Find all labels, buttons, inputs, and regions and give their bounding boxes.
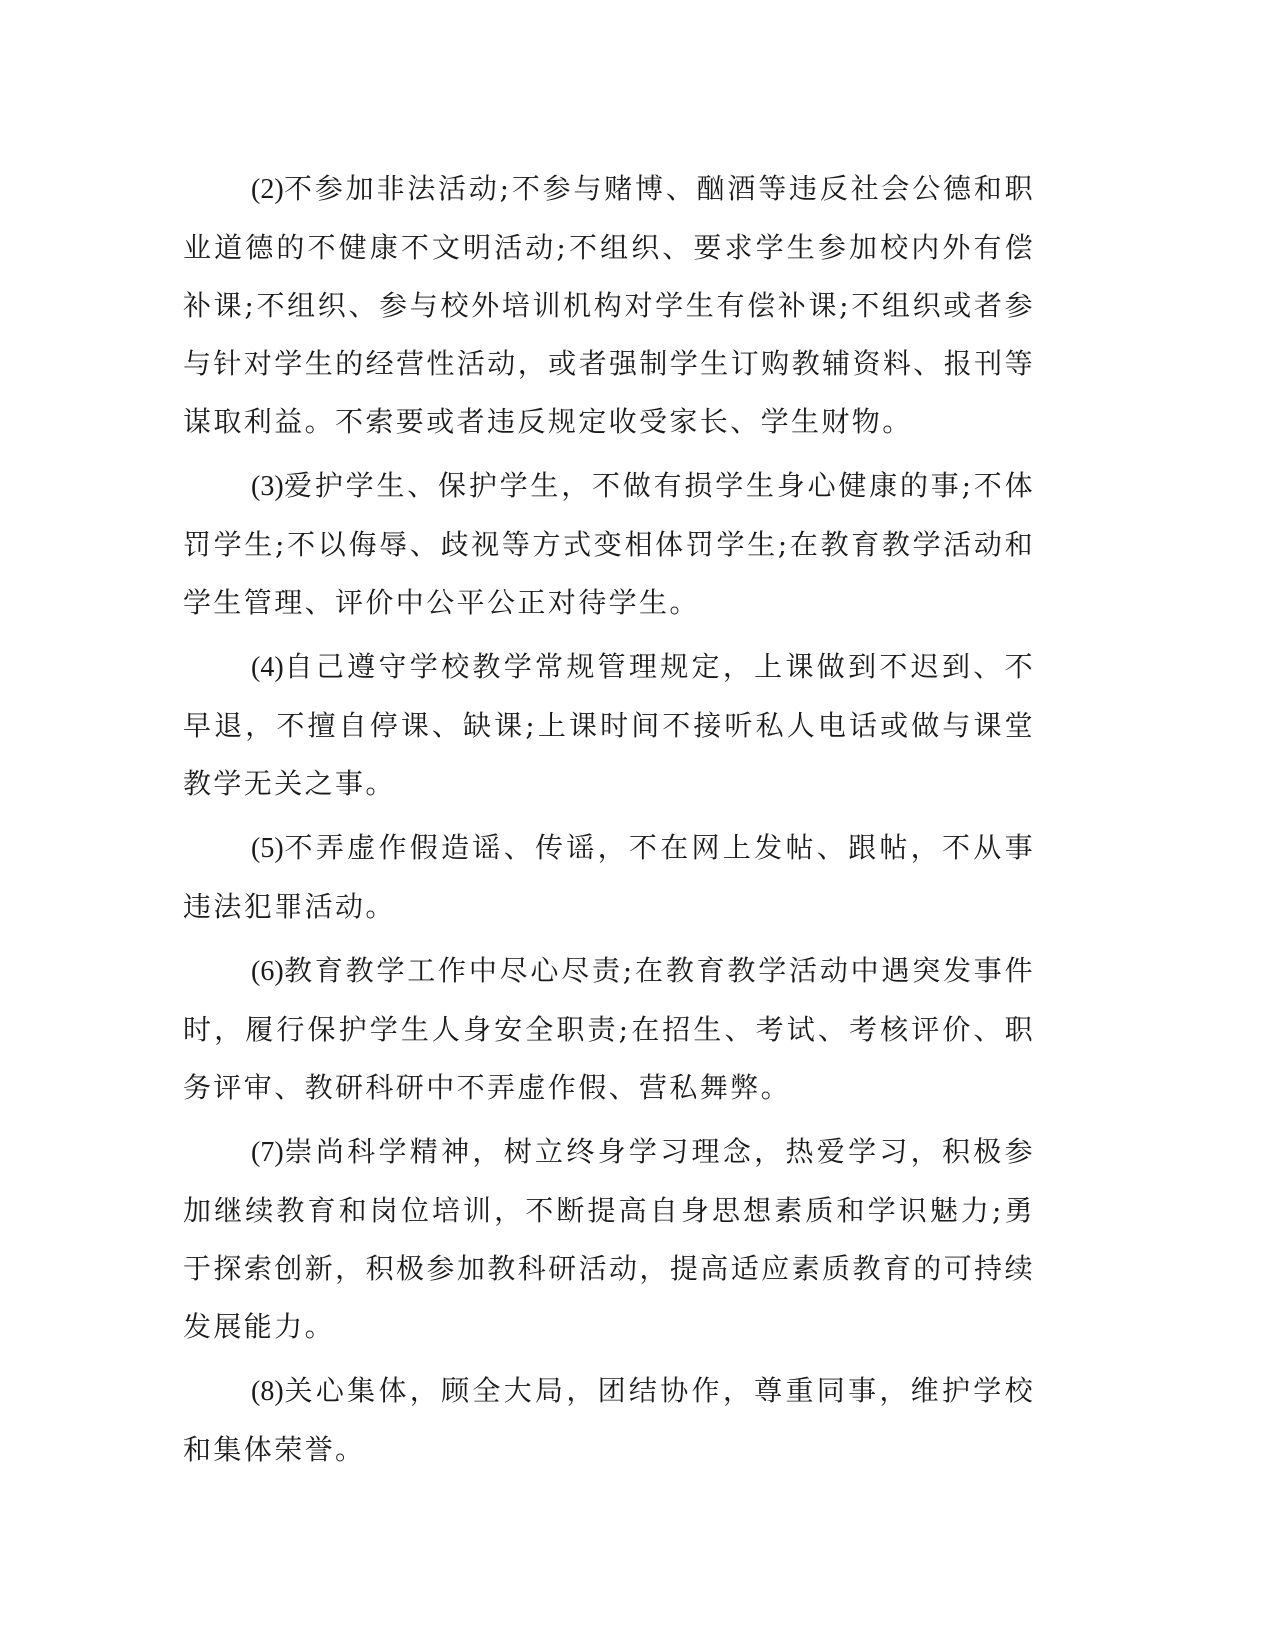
paragraph-item-5: [183, 819, 1035, 936]
paragraph-number: (4): [251, 652, 284, 683]
paragraph-text: 自己遵守学校教学常规管理规定，上课做到不迟到、不早退，不擅自停课、缺课;上课时间不接听私人电话或做与课堂教学无关之事。: [183, 650, 1035, 800]
paragraph-number: (3): [251, 471, 284, 502]
paragraph-item-3: [183, 457, 1035, 632]
paragraph-item-7: [183, 1123, 1035, 1356]
paragraph-number: (7): [251, 1137, 284, 1168]
paragraph-number: (8): [251, 1376, 284, 1407]
paragraph-number: (2): [251, 174, 284, 205]
paragraph-text: 教育教学工作中尽心尽责;在教育教学活动中遇突发事件时，履行保护学生人身安全职责;在招生、考试、考核评价、职务评审、教研科研中不弄虚作假、营私舞弊。: [183, 954, 1035, 1104]
paragraph-item-2: [183, 160, 1035, 451]
paragraph-item-8: [183, 1362, 1035, 1479]
paragraph-number: (5): [251, 833, 284, 864]
paragraph-item-6: [183, 942, 1035, 1117]
paragraph-text: 崇尚科学精神，树立终身学习理念，热爱学习，积极参加继续教育和岗位培训，不断提高自身思想素质和学识魅力;勇于探索创新，积极参加教科研活动，提高适应素质教育的可持续发展能力。: [183, 1135, 1035, 1343]
document-body: [183, 160, 1035, 1485]
paragraph-item-4: [183, 638, 1035, 813]
paragraph-text: 爱护学生、保护学生，不做有损学生身心健康的事;不体罚学生;不以侮辱、歧视等方式变相体罚学生;在教育教学活动和学生管理、评价中公平公正对待学生。: [183, 469, 1035, 619]
paragraph-number: (6): [251, 956, 284, 987]
paragraph-text: 关心集体，顾全大局，团结协作，尊重同事，维护学校和集体荣誉。: [183, 1374, 1035, 1466]
paragraph-text: 不参加非法活动;不参与赌博、酗酒等违反社会公德和职业道德的不健康不文明活动;不组织、要求学生参加校内外有偿补课;不组织、参与校外培训机构对学生有偿补课;不组织或者参与针对学生的经营性活动，或者强制学生订购教辅资料、报刊等谋取利益。不索要或者违反规定收受家长、学生财物。: [183, 172, 1035, 438]
paragraph-text: 不弄虚作假造谣、传谣，不在网上发帖、跟帖，不从事违法犯罪活动。: [183, 831, 1035, 923]
